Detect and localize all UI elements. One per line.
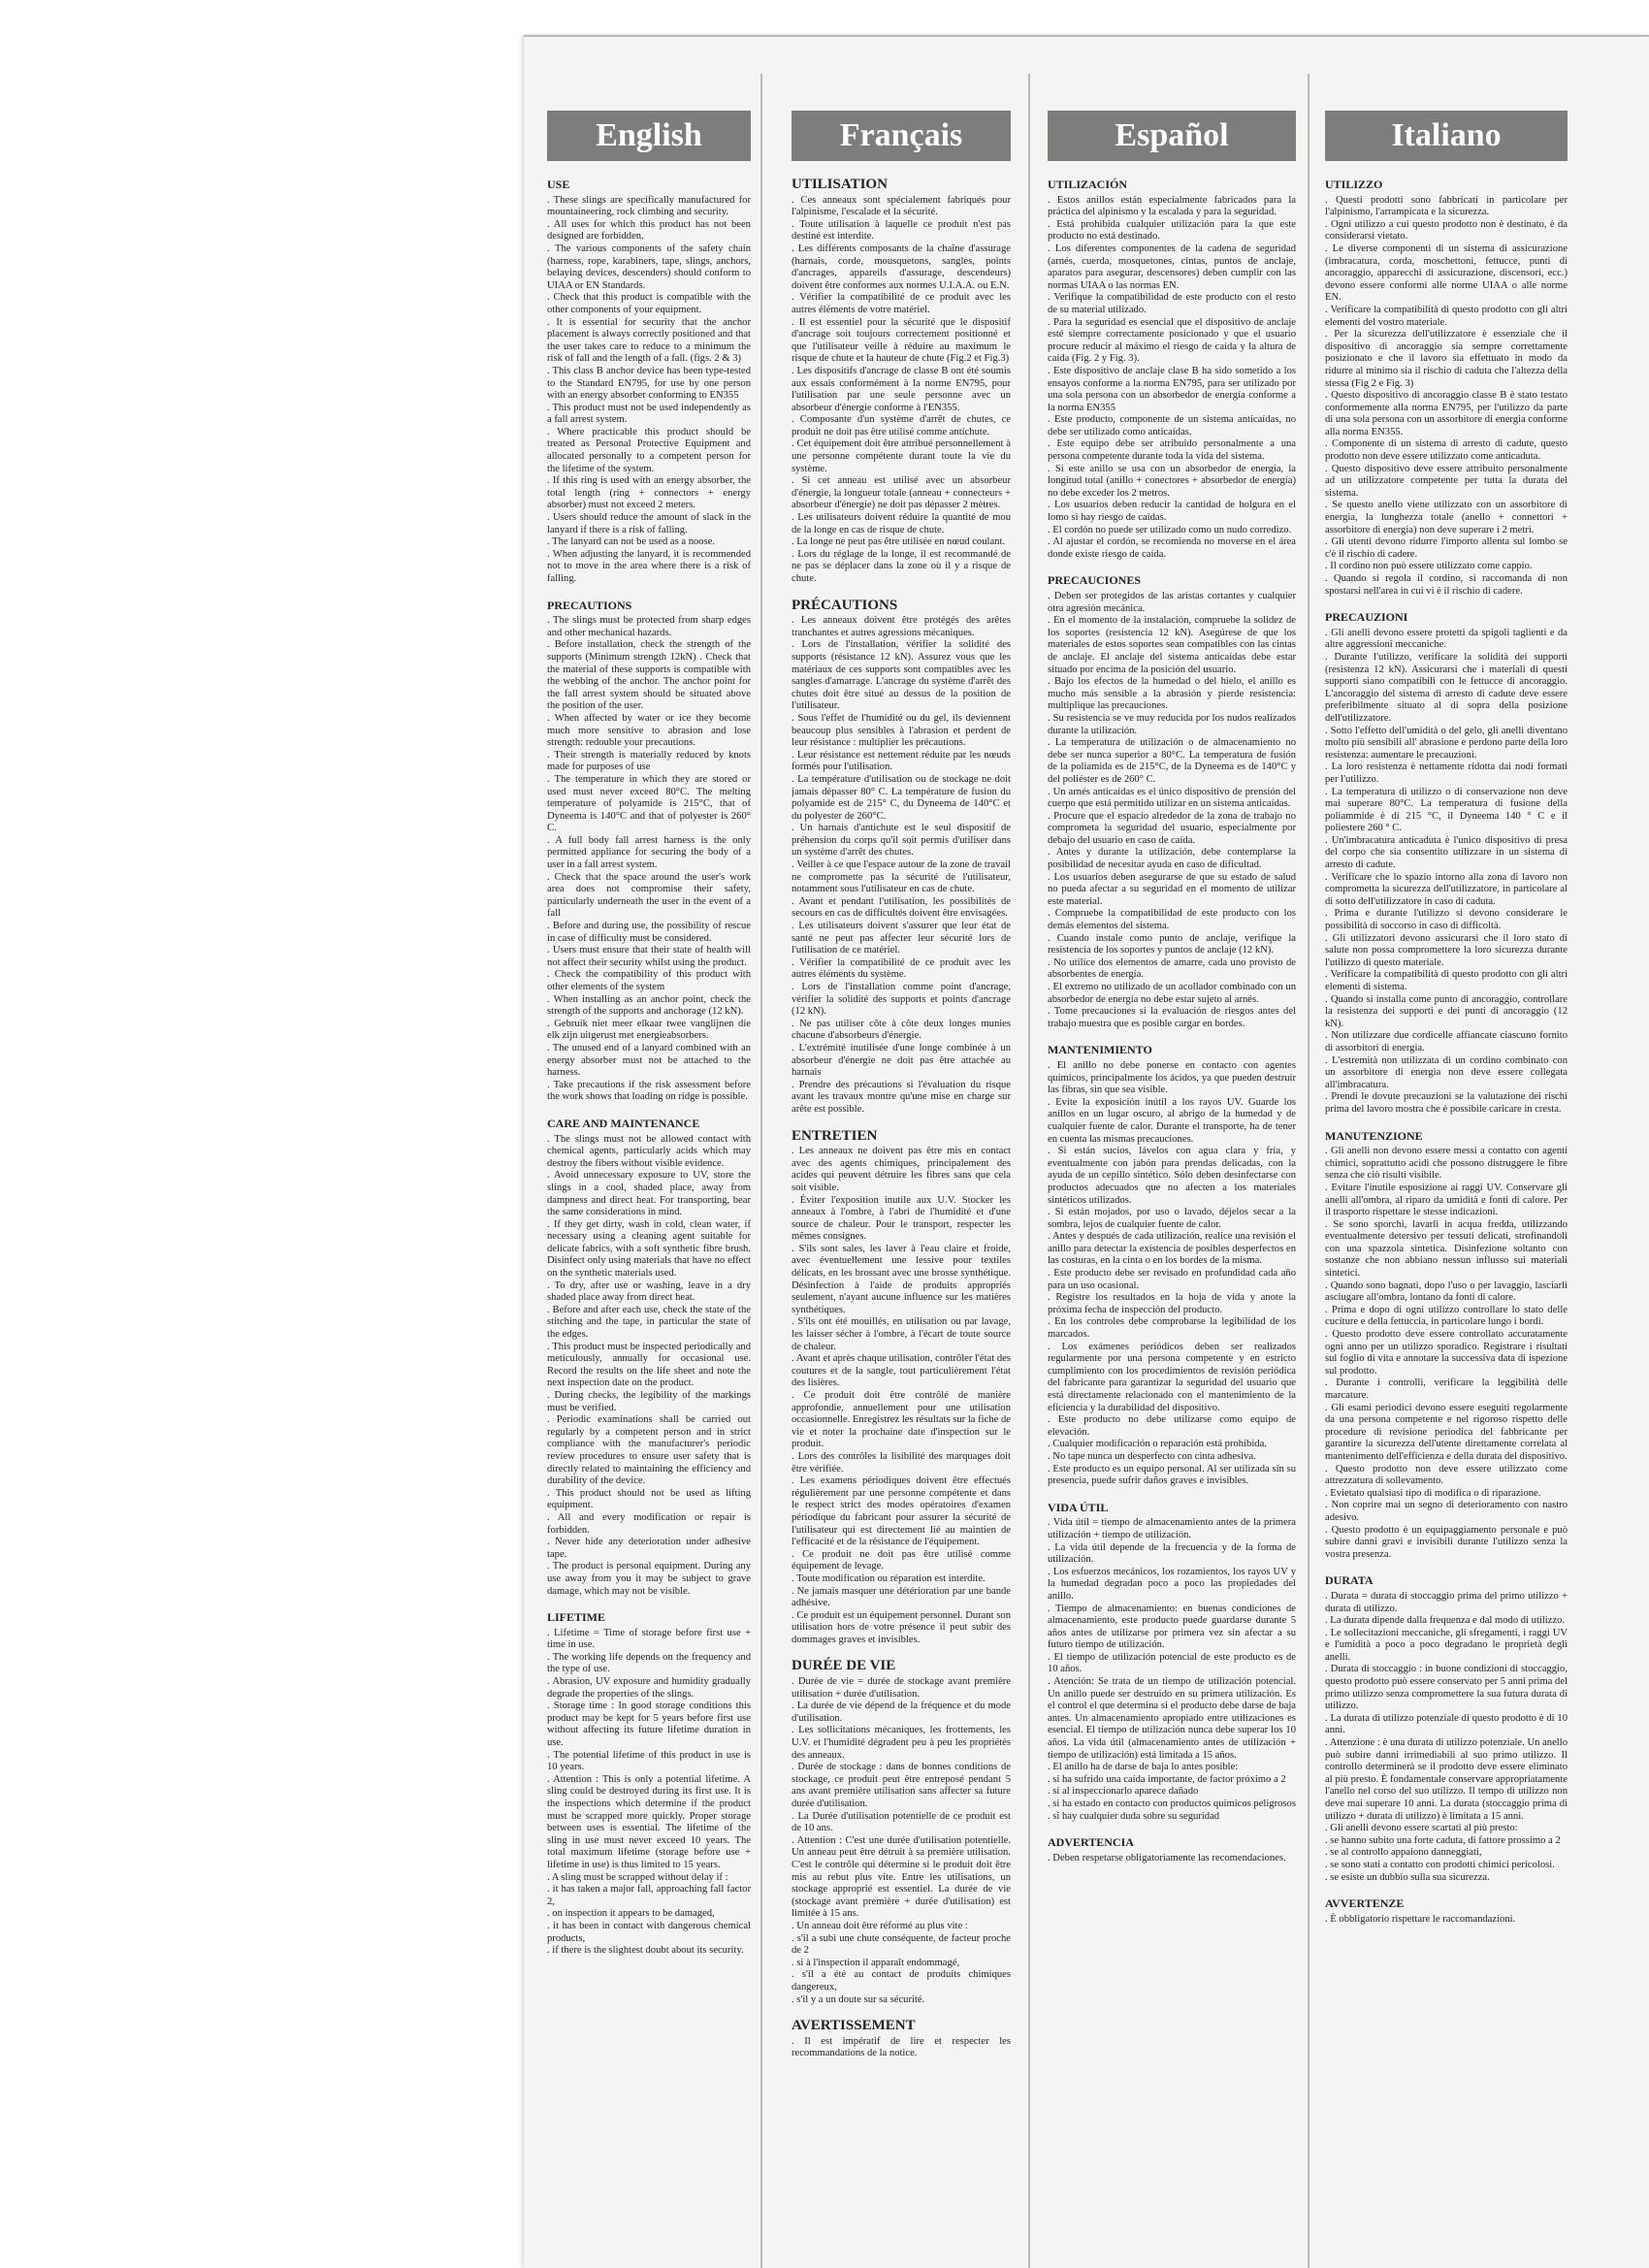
instruction-paragraph: . Los exámenes periódicos deben ser realizados regularmente por una persona competente y en estricto cumplimiento con los procedimientos de revisión periódica del fabricante para garantizar la seguridad del usuario que está directamente relacionado con el mantenimiento de la eficiencia y la durabilidad del dispositivo. bbox=[1048, 1342, 1296, 1415]
instruction-paragraph: . Su resistencia se ve muy reducida por los nudos realizados durante la utilización. bbox=[1048, 713, 1296, 737]
instruction-paragraph: . Un harnais d'antichute est le seul dispositif de préhension du corps qu'il soit permis d'utiliser dans un système d'arrêt des chutes. bbox=[792, 823, 1011, 859]
instruction-paragraph: . si al inspeccionarlo aparece dañado bbox=[1048, 1786, 1296, 1798]
instruction-paragraph: . Sous l'effet de l'humidité ou du gel, ils deviennent beaucoup plus sensibles à l'abrasion et perdent de leur résistance : multiplier les précautions. bbox=[792, 713, 1011, 750]
instruction-paragraph: . Prima e dopo di ogni utilizzo controllare lo stato delle cuciture e della fettuccia, in particolare lungo i bordi. bbox=[1325, 1305, 1568, 1329]
instruction-paragraph: . If this ring is used with an energy absorber, the total length (ring + connectors + energy absorber) must not exceed 2 meters. bbox=[547, 475, 751, 512]
instruction-paragraph: . The unused end of a lanyard combined with an energy absorber must not be attached to the harness. bbox=[547, 1043, 751, 1080]
instruction-paragraph: . Periodic examinations shall be carried out regularly by a competent person and in strict compliance with the manufacturer's periodic review procedures to ensure user safety that is directly related to maintaining the efficiency and durability of the device. bbox=[547, 1414, 751, 1488]
instruction-paragraph: . Attention : This is only a potential lifetime. A sling could be destroyed during its first use. It is the inspections which determine if the product must be scrapped more quickly. Proper storage between uses is essential. The lifetime of the sling in use must never exceed 10 years. The total maximum lifetime (storage before use + lifetime in use) is thus limited to 15 years. bbox=[547, 1774, 751, 1872]
instruction-paragraph: . Quando si installa come punto di ancoraggio, controllare la resistenza dei supporti e dei punti di ancoraggio (12 kN). bbox=[1325, 994, 1568, 1031]
instruction-paragraph: . Gebruik niet meer elkaar twee vanglijnen die elk zijn uitgerust met energieabsorbers. bbox=[547, 1019, 751, 1043]
instruction-paragraph: . This product must not be used independently as a fall arrest system. bbox=[547, 403, 751, 427]
instruction-paragraph: . Los diferentes componentes de la cadena de seguridad (arnés, cuerda, mosquetones, cintas, puntos de anclaje, aparatos para asegurar, descensores) deben cumplir con las normas UIAA o las normas EN. bbox=[1048, 243, 1296, 292]
instruction-paragraph: . Le diverse componenti di un sistema di assicurazione (imbracatura, corda, moschettoni, fettucce, punti di ancoraggio, apparecchi di assicurazione, discensori, ecc.) devono essere conformi alle norme UIAA o alle norme EN. bbox=[1325, 243, 1568, 305]
instruction-paragraph: . Este producto no debe utilizarse como equipo de elevación. bbox=[1048, 1414, 1296, 1439]
instruction-paragraph: . Este producto, componente de un sistema anticaídas, no debe ser utilizado como anticaídas. bbox=[1048, 414, 1296, 438]
instruction-paragraph: . Vérifier la compatibilité de ce produit avec les autres éléments du système. bbox=[792, 957, 1011, 982]
instruction-paragraph: . Los usuarios deben reducir la cantidad de holgura en el lomo si hay riesgo de caídas. bbox=[1048, 500, 1296, 524]
section-heading: PRECAUCIONES bbox=[1048, 573, 1142, 588]
instruction-paragraph: . El cordón no puede ser utilizado como un nudo corredizo. bbox=[1048, 525, 1296, 537]
instruction-paragraph: . Before installation, check the strength of the supports (Minimum strength 12kN) . Check that the material of these supports is compatible with the webbing of the anchor. The anchor point for the fall arrest system should be situated above the position of the user. bbox=[547, 639, 751, 713]
instruction-paragraph: . Gli esami periodici devono essere eseguiti regolarmente da una persona competente e nel rigoroso rispetto delle procedure di revisione periodica del fabbricante per garantire la sicurezza dell'utente direttamente correlata al mantenimento dell'efficienza e della durata del dispositivo. bbox=[1325, 1403, 1568, 1464]
instruction-paragraph: . Questo dispositivo di ancoraggio classe B è stato testato conformemente alla norma EN795, per l'utilizzo da parte di una sola persona con un assorbitore di energia conforme alla norma EN355. bbox=[1325, 390, 1568, 438]
instruction-paragraph: . L'estremità non utilizzata di un cordino combinato con un assorbitore di energia non deve essere collegata all'imbracatura. bbox=[1325, 1055, 1568, 1092]
instruction-paragraph: . The temperature in which they are stored or used must never exceed 80°C. The melting temperature of polyamide is 215°C, that of Dyneema is 140°C and that of polyester is 260° C. bbox=[547, 774, 751, 835]
instruction-paragraph: . Leur résistance est nettement réduite par les nœuds formés pour l'utilisation. bbox=[792, 750, 1011, 774]
instruction-paragraph: . Durata = durata di stoccaggio prima del primo utilizzo + durata di utilizzo. bbox=[1325, 1591, 1568, 1615]
instruction-paragraph: . Take precautions if the risk assessment before the work shows that loading on ridge is possible. bbox=[547, 1080, 751, 1104]
instruction-paragraph: . it has been in contact with dangerous chemical products, bbox=[547, 1921, 751, 1945]
instruction-paragraph: . Les anneaux doivent être protégés des arêtes tranchantes et autres agressions mécaniques. bbox=[792, 615, 1011, 639]
instruction-paragraph: . Check that this product is compatible with the other components of your equipment. bbox=[547, 292, 751, 316]
instruction-paragraph: . Il cordino non può essere utilizzato come cappio. bbox=[1325, 561, 1568, 573]
instruction-paragraph: . S'ils ont été mouillés, en utilisation ou par lavage, les laisser sécher à l'ombre, à l'écart de toute source de chaleur. bbox=[792, 1316, 1011, 1353]
instruction-paragraph: . Este dispositivo de anclaje clase B ha sido sometido a los ensayos conforme a la norma EN795, para ser utilizado por una sola persona con un absorbedor de energía conforme a la norma EN355 bbox=[1048, 366, 1296, 414]
spanish-column bbox=[1048, 111, 1296, 2268]
section-heading: ENTRETIEN bbox=[792, 1127, 878, 1144]
instruction-paragraph: . it has taken a major fall, approaching fall factor 2, bbox=[547, 1884, 751, 1908]
section-heading: VIDA ÚTIL bbox=[1048, 1500, 1109, 1514]
instruction-paragraph: . El anillo ha de darse de baja lo antes posible: bbox=[1048, 1762, 1296, 1774]
instruction-paragraph: . Los usuarios deben asegurarse de que su estado de salud no pueda afectar a su seguridad en el momento de utilizar este material. bbox=[1048, 872, 1296, 909]
instruction-paragraph: . Ces anneaux sont spécialement fabriqués pour l'alpinisme, l'escalade et la sécurité. bbox=[792, 195, 1011, 219]
instruction-paragraph: . Toute modification ou réparation est interdite. bbox=[792, 1573, 1011, 1586]
instruction-paragraph: . Si están mojados, por uso o lavado, déjelos secar a la sombra, lejos de cualquier fuente de calor. bbox=[1048, 1207, 1296, 1231]
instruction-paragraph: . Un arnés anticaídas es el único dispositivo de prensión del cuerpo que está permitido utilizar en un sistema anticaídas. bbox=[1048, 787, 1296, 811]
instruction-paragraph: . Attenzione : è una durata di utilizzo potenziale. Un anello può subire danni irrimediabili al suo primo utilizzo. Il controllo determinerà se il prodotto deve essere eliminato al più presto. È fondamentale conservare appropriatamente l'anello nel corso del suo utilizzo. Il tempo di utilizzo non deve mai superare 10 anni. La durata (stoccaggio prima di utilizzo + durata di utilizzo) è limitata a 15 anni. bbox=[1325, 1737, 1568, 1823]
scanned-leaflet bbox=[524, 35, 1649, 2268]
section-heading: PRÉCAUTIONS bbox=[792, 597, 898, 613]
instruction-paragraph: . Si este anillo se usa con un absorbedor de energía, la longitud total (anillo + conectores + absorbedor de energía) no debe exceder los 2 metros. bbox=[1048, 464, 1296, 501]
instruction-paragraph: . La durata dipende dalla frequenza e dal modo di utilizzo. bbox=[1325, 1615, 1568, 1628]
instruction-paragraph: . Este producto es un equipo personal. Al ser utilizada sin su presencia, puede sufrir daños graves e invisibles. bbox=[1048, 1464, 1296, 1488]
instruction-paragraph: . S'ils sont sales, les laver à l'eau claire et froide, avec éventuellement une lessive pour textiles délicats, en les brossant avec une brosse synthétique. Désinfection à l'aide de produits appropriés seulement, n'ayant aucune influence sur les matières synthétiques. bbox=[792, 1244, 1011, 1317]
section-heading: USE bbox=[547, 178, 570, 191]
instruction-paragraph: . When affected by water or ice they become much more sensitive to abrasion and lose strength: redouble your precautions. bbox=[547, 713, 751, 750]
instruction-paragraph: . Questi prodotti sono fabbricati in particolare per l'alpinismo, l'arrampicata e la sicurezza. bbox=[1325, 195, 1568, 219]
instruction-paragraph: . Quando si regola il cordino, si raccomanda di non spostarsi nell'area in cui vi è il rischio di cadere. bbox=[1325, 573, 1568, 598]
instruction-paragraph: . Never hide any deterioration under adhesive tape. bbox=[547, 1537, 751, 1561]
language-header: Italiano bbox=[1325, 111, 1568, 161]
instruction-paragraph: . Gli utenti devono ridurre l'importo allenta sul lombo se c'è il rischio di cadere. bbox=[1325, 536, 1568, 561]
instruction-paragraph: . Les différents composants de la chaîne d'assurage (harnais, corde, mousquetons, sangles, points d'ancrages, appareils d'assurage, descendeurs) doivent être conformes aux normes U.I.A.A. ou E.N. bbox=[792, 243, 1011, 292]
section-heading: UTILIZACIÓN bbox=[1048, 178, 1128, 191]
instruction-paragraph: . Prendre des précautions si l'évaluation du risque avant les travaux montre qu'une mise en charge sur arête est possible. bbox=[792, 1080, 1011, 1117]
instruction-paragraph: . La Durée d'utilisation potentielle de ce produit est de 10 ans. bbox=[792, 1811, 1011, 1835]
instruction-paragraph: . A full body fall arrest harness is the only permitted appliance for securing the body of a user in a fall arrest system. bbox=[547, 835, 751, 872]
instruction-paragraph: . The various components of the safety chain (harness, rope, karabiners, tape, slings, anchors, belaying devices, descenders) should conform to UIAA or EN Standards. bbox=[547, 243, 751, 292]
instruction-paragraph: . s'il a subi une chute conséquente, de facteur proche de 2 bbox=[792, 1933, 1011, 1958]
instruction-paragraph: . Éviter l'exposition inutile aux U.V. Stocker les anneaux à l'ombre, à l'abri de l'humidité et d'une source de chaleur. Pour le transport, respecter les mêmes consignes. bbox=[792, 1195, 1011, 1244]
instruction-paragraph: . Ce produit ne doit pas être utilisé comme équipement de levage. bbox=[792, 1549, 1011, 1573]
instruction-paragraph: . Se questo anello viene utilizzato con un assorbitore di energia, la lunghezza totale (anello + connettori + assorbitore di energia) non deve superare i 2 metri. bbox=[1325, 500, 1568, 536]
instruction-paragraph: . When installing as an anchor point, check the strength of the supports and anchorage (12 kN). bbox=[547, 994, 751, 1019]
instruction-paragraph: . Quando sono bagnati, dopo l'uso o per lavaggio, lasciarli asciugare all'ombra, lontano da fonti di calore. bbox=[1325, 1280, 1568, 1305]
instruction-paragraph: . La temperatura di utilizzo o di conservazione non deve mai superare 80°C. La temperatura di fusione della poliammide è di 215 °C, il Dyneema 140 ° C e il poliestere 260 ° C. bbox=[1325, 787, 1568, 835]
instruction-paragraph: . È obbligatorio rispettare le raccomandazioni. bbox=[1325, 1914, 1568, 1927]
instruction-paragraph: . Lors du réglage de la longe, il est recommandé de ne pas se déplacer dans la zone où il y a risque de chute. bbox=[792, 549, 1011, 586]
instruction-paragraph: . Está prohibida cualquier utilización para la que este producto no está destinado. bbox=[1048, 219, 1296, 243]
instruction-paragraph: . Before and after each use, check the state of the stitching and the tape, in particular the state of the edges. bbox=[547, 1305, 751, 1342]
section-heading: LIFETIME bbox=[547, 1610, 606, 1625]
instruction-paragraph: . Atención: Se trata de un tiempo de utilización potencial. Un anillo puede ser destruido en su primera utilización. Es el control el que determina si el producto debe darse de baja antes. Un almacenamiento apropiado entre utilizaciones es esencial. El tiempo de utilización nunca debe superar los 10 años. La vida útil (almacenamiento antes de utilización + tiempo de utilización) está limitada a 15 años. bbox=[1048, 1676, 1296, 1762]
instruction-paragraph: . La temperatura de utilización o de almacenamiento no debe ser nunca superior a 80°C. La temperatura de fusión de la poliamida es de 215°C, de la Dyneema es de 140°C y del poliéster es de 260° C. bbox=[1048, 737, 1296, 786]
italian-column bbox=[1325, 111, 1568, 2268]
instruction-paragraph: . El tiempo de utilización potencial de este producto es de 10 años. bbox=[1048, 1652, 1296, 1676]
instruction-paragraph: . Les anneaux ne doivent pas être mis en contact avec des agents chimiques, principalement des acides qui peuvent détruire les fibres sans que cela soit visible. bbox=[792, 1146, 1011, 1194]
instruction-paragraph: . Cualquier modificación o reparación está prohibida. bbox=[1048, 1439, 1296, 1451]
instruction-paragraph: . Un'imbracatura anticaduta è l'unico dispositivo di presa del corpo che sia consentito utilizzare in un sistema di arresto di cadute. bbox=[1325, 835, 1568, 872]
instruction-paragraph: . Questo prodotto non deve essere utilizzato come attrezzatura di sollevamento. bbox=[1325, 1464, 1568, 1488]
instruction-paragraph: . Durante i controlli, verificare la leggibilità delle marcature. bbox=[1325, 1377, 1568, 1402]
section-heading: DURÉE DE VIE bbox=[792, 1658, 896, 1674]
instruction-paragraph: . Si cet anneau est utilisé avec un absorbeur d'énergie, la longueur totale (anneau + connecteurs + absorbeur d'énergie) ne doit pas dépasser 2 mètres. bbox=[792, 475, 1011, 512]
instruction-paragraph: . Tiempo de almacenamiento: en buenas condiciones de almacenamiento, este producto puede guardarse durante 5 años antes de utilizarse por primera vez sin afectar a su futuro tiempo de utilización. bbox=[1048, 1604, 1296, 1652]
instruction-paragraph: . si ha sufrido una caída importante, de factor próximo a 2 bbox=[1048, 1774, 1296, 1787]
instruction-paragraph: . Verificare che lo spazio intorno alla zona di lavoro non comprometta la sicurezza dell'utilizzatore, in particolare al di sotto dell'utilizzatore in caso di caduta. bbox=[1325, 872, 1568, 909]
instruction-paragraph: . Vida útil = tiempo de almacenamiento antes de la primera utilización + tiempo de utilización. bbox=[1048, 1517, 1296, 1541]
instruction-paragraph: . Durata di stoccaggio : in buone condizioni di stoccaggio, questo prodotto può essere conservato per 5 anni prima del primo utilizzo senza compromettere la sua futura durata di utilizzo. bbox=[1325, 1664, 1568, 1712]
section-heading: DURATA bbox=[1325, 1573, 1374, 1588]
instruction-paragraph: . La vida útil depende de la frecuencia y de la forma de utilización. bbox=[1048, 1542, 1296, 1567]
instruction-paragraph: . se hanno subito una forte caduta, di fattore prossimo a 2 bbox=[1325, 1835, 1568, 1848]
section-heading: UTILIZZO bbox=[1325, 178, 1383, 191]
instruction-paragraph: . se esiste un dubbio sulla sua sicurezza. bbox=[1325, 1872, 1568, 1885]
instruction-paragraph: . Abrasion, UV exposure and humidity gradually degrade the properties of the slings. bbox=[547, 1676, 751, 1701]
instruction-paragraph: . Cet équipement doit être attribué personnellement à une personne compétente durant toute la vie du système. bbox=[792, 438, 1011, 475]
instruction-paragraph: . This product should not be used as lifting equipment. bbox=[547, 1488, 751, 1512]
instruction-paragraph: . La loro resistenza è nettamente ridotta dai nodi formati per l'utilizzo. bbox=[1325, 761, 1568, 786]
instruction-paragraph: . Lors de l'installation comme point d'ancrage, vérifier la solidité des supports et points d'ancrage (12 kN). bbox=[792, 982, 1011, 1019]
instruction-paragraph: . Non coprire mai un segno di deterioramento con nastro adesivo. bbox=[1325, 1500, 1568, 1524]
instruction-paragraph: . This product must be inspected periodically and meticulously, annually for occasional use. Record the results on the life sheet and note the next inspection date on the product. bbox=[547, 1342, 751, 1390]
instruction-paragraph: . Storage time : In good storage conditions this product may be kept for 5 years before first use without affecting its future lifetime duration in use. bbox=[547, 1701, 751, 1749]
instruction-paragraph: . Ce produit doit être contrôlé de manière approfondie, annuellement pour une utilisation occasionnelle. Enregistrez les résultats sur la fiche de vie et noter la prochaine date d'inspection sur le produit. bbox=[792, 1390, 1011, 1451]
instruction-paragraph: . The lanyard can not be used as a noose. bbox=[547, 536, 751, 549]
french-column bbox=[792, 111, 1011, 2268]
instruction-paragraph: . si ha estado en contacto con productos químicos peligrosos bbox=[1048, 1798, 1296, 1811]
instruction-paragraph: . No tape nunca un desperfecto con cinta adhesiva. bbox=[1048, 1451, 1296, 1464]
instruction-paragraph: . The slings must be protected from sharp edges and other mechanical hazards. bbox=[547, 615, 751, 639]
instruction-paragraph: . Cuando instale como punto de anclaje, verifique la resistencia de los soportes y puntos de anclaje (12 kN). bbox=[1048, 933, 1296, 957]
fold-line bbox=[760, 74, 762, 2268]
instruction-paragraph: . Bajo los efectos de la humedad o del hielo, el anillo es mucho más sensible a la abrasión y pierde resistencia: multiplique las precauciones. bbox=[1048, 676, 1296, 713]
instruction-paragraph: . si à l'inspection il apparaît endommagé, bbox=[792, 1958, 1011, 1970]
instruction-paragraph: . Ogni utilizzo a cui questo prodotto non è destinato, è da considerarsi vietato. bbox=[1325, 219, 1568, 243]
instruction-paragraph: . Questo prodotto è un equipaggiamento personale e può subire danni gravi e invisibili durante l'utilizzo senza la vostra presenza. bbox=[1325, 1525, 1568, 1562]
instruction-paragraph: . Sotto l'effetto dell'umidità o del gelo, gli anelli diventano molto più sensibili all' abrasione e perdono parte della loro resistenza: aumentare le precauzioni. bbox=[1325, 726, 1568, 762]
instruction-paragraph: . Il est impératif de lire et respecter les recommandations de la notice. bbox=[792, 2036, 1011, 2060]
fold-line bbox=[1308, 74, 1310, 2268]
instruction-paragraph: . En el momento de la instalación, compruebe la solidez de los soportes (resistencia 12 kN). Asegúrese de que los materiales de estos soportes sean compatibles con las cintas de anclaje. El anclaje del sistema anticaídas debe estar situado por encima de la posición del usuario. bbox=[1048, 615, 1296, 676]
instruction-paragraph: . Veiller à ce que l'espace autour de la zone de travail ne compromette pas la sécurité de l'utilisateur, notamment sous l'utilisateur en cas de chute. bbox=[792, 859, 1011, 896]
instruction-paragraph: . During checks, the legibility of the markings must be verified. bbox=[547, 1390, 751, 1414]
instruction-paragraph: . En los controles debe comprobarse la legibilidad de los marcados. bbox=[1048, 1316, 1296, 1341]
instruction-paragraph: . El extremo no utilizado de un acollador combinado con un absorbedor de energía no debe estar sujeto al arnés. bbox=[1048, 982, 1296, 1006]
language-header: Español bbox=[1048, 111, 1296, 161]
instruction-paragraph: . La durata di utilizzo potenziale di questo prodotto è di 10 anni. bbox=[1325, 1713, 1568, 1737]
instruction-paragraph: . Al ajustar el cordón, se recomienda no moverse en el área donde existe riesgo de caída. bbox=[1048, 536, 1296, 561]
instruction-paragraph: . if there is the slightest doubt about its security. bbox=[547, 1945, 751, 1958]
instruction-paragraph: . Lors des contrôles la lisibilité des marquages doit être vérifiée. bbox=[792, 1451, 1011, 1475]
instruction-paragraph: . If they get dirty, wash in cold, clean water, if necessary using a cleaning agent suitable for delicate fabrics, with a soft synthetic fibre brush. Disinfect only using materials that have no effect on the synthetic materials used. bbox=[547, 1219, 751, 1280]
instruction-paragraph: . Registre los resultados en la hoja de vida y anote la próxima fecha de inspección del producto. bbox=[1048, 1292, 1296, 1316]
instruction-paragraph: . se al controllo appaiono danneggiati, bbox=[1325, 1847, 1568, 1860]
instruction-paragraph: . The product is personal equipment. During any use away from you it may be subject to grave damage, which may not be visible. bbox=[547, 1561, 751, 1598]
section-heading: PRECAUZIONI bbox=[1325, 610, 1408, 625]
instruction-paragraph: . Les examens périodiques doivent être effectués régulièrement par une personne compétente et dans le respect strict des modes opératoires d'examen périodique du fabricant pour assurer la sécurité de l'utilisateur qui est directement lié au maintien de l'efficacité et de la résistance de l'équipement. bbox=[792, 1475, 1011, 1549]
instruction-paragraph: . Si están sucios, lávelos con agua clara y fría, y eventualmente con jabón para prendas delicadas, con la ayuda de un cepillo sintético. Sólo deben desinfectarse con productos adecuados que no afecten a los materiales sintéticos utilizados. bbox=[1048, 1146, 1296, 1207]
instruction-paragraph: . All and every modification or repair is forbidden. bbox=[547, 1512, 751, 1537]
instruction-paragraph: . Deben respetarse obligatoriamente las recomendaciones. bbox=[1048, 1853, 1296, 1865]
instruction-paragraph: . La température d'utilisation ou de stockage ne doit jamais dépasser 80° C. La température de fusion du polyamide est de 215° C, du Dyneema de 140°C et du polyester de 260°C. bbox=[792, 774, 1011, 823]
instruction-paragraph: . Evitare l'inutile esposizione ai raggi UV. Conservare gli anelli all'ombra, al riparo da umidità e fonti di calore. Per il trasporto rispettare le stesse indicazioni. bbox=[1325, 1183, 1568, 1219]
instruction-paragraph: . Les dispositifs d'ancrage de classe B ont été soumis aux essais conformément à la norme EN795, pour l'utilisation par une seule personne avec un absorbeur d'énergie conforme à l'EN355. bbox=[792, 366, 1011, 414]
instruction-paragraph: . Prima e durante l'utilizzo si devono considerare le possibilità di soccorso in caso di difficoltà. bbox=[1325, 908, 1568, 932]
instruction-paragraph: . A sling must be scrapped without delay if : bbox=[547, 1872, 751, 1885]
instruction-paragraph: . se sono stati a contatto con prodotti chimici pericolosi. bbox=[1325, 1860, 1568, 1872]
instruction-paragraph: . This class B anchor device has been type-tested to the Standard EN795, for use by one person with an energy absorber conforming to EN355 bbox=[547, 366, 751, 403]
section-heading: UTILISATION bbox=[792, 177, 888, 192]
instruction-paragraph: . The potential lifetime of this product in use is 10 years. bbox=[547, 1750, 751, 1774]
instruction-paragraph: . Durée de stockage : dans de bonnes conditions de stockage, ce produit peut être entreposé pendant 5 ans avant première utilisation sans affecter sa future durée d'utilisation. bbox=[792, 1762, 1011, 1810]
instruction-paragraph: . La durée de vie dépend de la fréquence et du mode d'utilisation. bbox=[792, 1701, 1011, 1725]
instruction-paragraph: . Les sollicitations mécaniques, les frottements, les U.V. et l'humidité dégradent peu à peu les propriétés des anneaux. bbox=[792, 1725, 1011, 1762]
section-heading: MANUTENZIONE bbox=[1325, 1128, 1423, 1143]
instruction-paragraph: . The slings must not be allowed contact with chemical agents, particularly acids which may destroy the fibers without visible evidence. bbox=[547, 1134, 751, 1171]
instruction-paragraph: . Avoid unnecessary exposure to UV, store the slings in a cool, shaded place, away from dampness and direct heat. For transporting, bear the same considerations in mind. bbox=[547, 1170, 751, 1218]
instruction-paragraph: . Check that the space around the user's work area does not compromise their safety, particularly underneath the user in the event of a fall bbox=[547, 872, 751, 921]
top-fold-line bbox=[524, 35, 1649, 37]
language-header: English bbox=[547, 111, 751, 161]
instruction-paragraph: . Questo dispositivo deve essere attribuito personalmente ad un utilizzatore competente per tutta la durata del sistema. bbox=[1325, 464, 1568, 501]
instruction-paragraph: . Avant et après chaque utilisation, contrôler l'état des coutures et de la sangle, tout particulièrement l'état des lisières. bbox=[792, 1353, 1011, 1390]
instruction-paragraph: . La longe ne peut pas être utilisée en nœud coulant. bbox=[792, 536, 1011, 549]
instruction-paragraph: . Where practicable this product should be treated as Personal Protective Equipment and allocated personally to a competent person for the lifetime of the system. bbox=[547, 427, 751, 475]
instruction-paragraph: . Toute utilisation à laquelle ce produit n'est pas destiné est interdite. bbox=[792, 219, 1011, 243]
section-heading: ADVERTENCIA bbox=[1048, 1835, 1134, 1850]
section-heading: AVERTISSEMENT bbox=[792, 2018, 916, 2034]
instruction-paragraph: . Attention : C'est une durée d'utilisation potentielle. Un anneau peut être détruit à sa première utilisation. C'est le contrôle qui détermine si le produit doit être mis au rebut plus vite. Entre les utilisations, un stockage approprié est essentiel. La durée de vie (stockage avant première + durée d'utilisation) est limitée à 15 ans. bbox=[792, 1835, 1011, 1921]
instruction-paragraph: . Check the compatibility of this product with other elements of the system bbox=[547, 969, 751, 993]
section-heading: PRECAUTIONS bbox=[547, 598, 632, 612]
instruction-paragraph: . Les utilisateurs doivent réduire la quantité de mou de la longe en cas de risque de chute. bbox=[792, 512, 1011, 536]
instruction-paragraph: . Verificare la compatibilità di questo prodotto con gli altri elementi del vostro materiale. bbox=[1325, 305, 1568, 329]
instruction-paragraph: . All uses for which this product has not been designed are forbidden. bbox=[547, 219, 751, 243]
instruction-paragraph: . Deben ser protegidos de las aristas cortantes y cualquier otra agresión mecánica. bbox=[1048, 591, 1296, 615]
instruction-paragraph: . Antes y después de cada utilización, realice una revisión el anillo para detectar la existencia de posibles desperfectos en las costuras, en la cinta o en los bordes de la misma. bbox=[1048, 1231, 1296, 1268]
instruction-paragraph: . Componente di un sistema di arresto di cadute, questo prodotto non deve essere utilizzato come anticaduta. bbox=[1325, 438, 1568, 463]
instruction-paragraph: . Antes y durante la utilización, debe contemplarse la posibilidad de necesitar ayuda en caso de dificultad. bbox=[1048, 847, 1296, 871]
instruction-paragraph: . Users must ensure that their state of health will not affect their security whilst using the product. bbox=[547, 945, 751, 969]
instruction-paragraph: . Per la sicurezza dell'utilizzatore è essenziale che il dispositivo di ancoraggio sia sempre correttamente posizionato e che il lavoro sia effettuato in modo da ridurre al minimo sia il rischio di caduta che l'altezza della stessa (Fig 2 e Fig. 3) bbox=[1325, 329, 1568, 390]
instruction-paragraph: . Se sono sporchi, lavarli in acqua fredda, utilizzando eventualmente detersivo per tessuti delicati, strofinandoli con una spazzola sintetica. Disinfezione soltanto con sostanze che non abbiano nessun influsso sui materiali sintetici. bbox=[1325, 1219, 1568, 1280]
instruction-paragraph: . s'il y a un doute sur sa sécurité. bbox=[792, 1994, 1011, 2007]
section-heading: CARE AND MAINTENANCE bbox=[547, 1116, 700, 1130]
instruction-paragraph: . It is essential for security that the anchor placement is always correctly positioned and that the user takes care to reduce to a minimum the risk of fall and the length of a fall. (figs. 2 & 3) bbox=[547, 317, 751, 366]
instruction-paragraph: . Estos anillos están especialmente fabricados para la práctica del alpinismo y la escalada y para la seguridad. bbox=[1048, 195, 1296, 219]
instruction-paragraph: . Para la seguridad es esencial que el dispositivo de anclaje esté siempre correctamente posicionado y que el usuario procure reducir al máximo el riesgo de caída y la altura de caída (Fig. 2 y Fig. 3). bbox=[1048, 317, 1296, 366]
instruction-paragraph: . Un anneau doit être réformé au plus vite : bbox=[792, 1921, 1011, 1933]
instruction-paragraph: . Ne pas utiliser côte à côte deux longes munies chacune d'absorbeurs d'énergie. bbox=[792, 1019, 1011, 1043]
instruction-paragraph: . Los esfuerzos mecánicos, los rozamientos, los rayos UV y la humedad degradan poco a poco las propiedades del anillo. bbox=[1048, 1567, 1296, 1604]
instruction-paragraph: . Composante d'un système d'arrêt de chutes, ce produit ne doit pas être utilisé comme antichute. bbox=[792, 414, 1011, 438]
instruction-paragraph: . Vérifier la compatibilité de ce produit avec les autres éléments de votre matériel. bbox=[792, 292, 1011, 316]
instruction-paragraph: . Durante l'utilizzo, verificare la solidità dei supporti (resistenza 12 kN). Assicurarsi che i materiali di questi supporti siano compatibili con le fettucce di ancoraggio. L'ancoraggio del sistema di arresto di cadute deve essere preferibilmente situato al di sopra della posizione dell'utilizzatore. bbox=[1325, 652, 1568, 726]
instruction-paragraph: . Tome precauciones si la evaluación de riesgos antes del trabajo muestra que es posible cargar en bordes. bbox=[1048, 1006, 1296, 1030]
instruction-paragraph: . Este equipo debe ser atribuido personalmente a una persona competente durante toda la vida del sistema. bbox=[1048, 438, 1296, 463]
instruction-paragraph: . Before and during use, the possibility of rescue in case of difficulty must be considered. bbox=[547, 921, 751, 945]
instruction-paragraph: . Ce produit est un équipement personnel. Durant son utilisation hors de votre présence il peut subir des dommages graves et invisibles. bbox=[792, 1610, 1011, 1647]
english-column bbox=[547, 111, 751, 2268]
instruction-paragraph: . Ne jamais masquer une détérioration par une bande adhésive. bbox=[792, 1586, 1011, 1610]
instruction-paragraph: . L'extrémité inutilisée d'une longe combinée à un absorbeur d'énergie ne doit pas être attachée au harnais bbox=[792, 1043, 1011, 1080]
instruction-paragraph: . Durée de vie = durée de stockage avant première utilisation + durée d'utilisation. bbox=[792, 1676, 1011, 1701]
instruction-paragraph: . Their strength is materially reduced by knots made for purposes of use bbox=[547, 750, 751, 774]
fold-line bbox=[1028, 74, 1030, 2268]
instruction-paragraph: . El anillo no debe ponerse en contacto con agentes químicos, principalmente los ácidos, ya que pueden destruir las fibras, sin que sea visible. bbox=[1048, 1060, 1296, 1097]
instruction-paragraph: . Gli anelli devono essere protetti da spigoli taglienti e da altre aggressioni meccaniche. bbox=[1325, 628, 1568, 652]
instruction-paragraph: . Avant et pendant l'utilisation, les possibilités de secours en cas de difficultés doivent être envisagées. bbox=[792, 896, 1011, 921]
instruction-paragraph: . To dry, after use or washing, leave in a dry shaded place away from direct heat. bbox=[547, 1280, 751, 1305]
language-header: Français bbox=[792, 111, 1011, 161]
section-heading: AVVERTENZE bbox=[1325, 1896, 1405, 1911]
instruction-paragraph: . Lifetime = Time of storage before first use + time in use. bbox=[547, 1628, 751, 1652]
section-heading: MANTENIMIENTO bbox=[1048, 1043, 1152, 1057]
instruction-paragraph: . Prendi le dovute precauzioni se la valutazione dei rischi prima del lavoro mostra che è possibile caricare in cresta. bbox=[1325, 1091, 1568, 1116]
instruction-paragraph: . No utilice dos elementos de amarre, cada uno provisto de absorbentes de energía. bbox=[1048, 957, 1296, 982]
instruction-paragraph: . Users should reduce the amount of slack in the lanyard if there is a risk of falling. bbox=[547, 512, 751, 536]
instruction-paragraph: . Non utilizzare due cordicelle affiancate ciascuno fornito di assorbitori di energia. bbox=[1325, 1030, 1568, 1054]
instruction-paragraph: . Il est essentiel pour la sécurité que le dispositif d'ancrage soit toujours correctement positionné et que l'utilisateur veille à réduire au maximum le risque de chute et la hauteur de chute (Fig.2 et Fig.3) bbox=[792, 317, 1011, 366]
instruction-paragraph: . si hay cualquier duda sobre su seguridad bbox=[1048, 1811, 1296, 1824]
instruction-paragraph: . Le sollecitazioni meccaniche, gli sfregamenti, i raggi UV e l'umidità a poco a poco degradano le proprietà degli anelli. bbox=[1325, 1628, 1568, 1665]
instruction-paragraph: . Lors de l'installation, vérifier la solidité des supports (résistance 12 kN). Assurez vous que les matériaux de ces supports sont compatibles avec les sangles d'amarrage. L'ancrage du système d'arrêt des chutes doit être situé au dessus de la position de l'utilisateur. bbox=[792, 639, 1011, 713]
instruction-paragraph: . Verificare la compatibilità di questo prodotto con gli altri elementi di sistema. bbox=[1325, 969, 1568, 993]
instruction-paragraph: . Procure que el espacio alrededor de la zona de trabajo no comprometa la seguridad del usuario, especialmente por debajo del usuario en caso de caída. bbox=[1048, 811, 1296, 848]
instruction-paragraph: . The working life depends on the frequency and the type of use. bbox=[547, 1652, 751, 1676]
instruction-paragraph: . Questo prodotto deve essere controllato accuratamente ogni anno per un utilizzo sporadico. Registrare i risultati sul foglio di vita e annotare la successiva data di ispezione sul prodotto. bbox=[1325, 1329, 1568, 1377]
instruction-paragraph: . Gli utilizzatori devono assicurarsi che il loro stato di salute non possa compromettere la loro sicurezza durante l'utilizzo di questo materiale. bbox=[1325, 933, 1568, 970]
instruction-paragraph: . Gli anelli non devono essere messi a contatto con agenti chimici, soprattutto acidi che possono distruggere le fibre senza che ciò risulti visibile. bbox=[1325, 1146, 1568, 1183]
instruction-paragraph: . on inspection it appears to be damaged, bbox=[547, 1908, 751, 1921]
instruction-paragraph: . Gli anelli devono essere scartati al più presto: bbox=[1325, 1823, 1568, 1835]
instruction-paragraph: . Evite la exposición inútil a los rayos UV. Guarde los anillos en un lugar oscuro, al abrigo de la humedad y de cualquier fuente de calor. Durante el transporte, ha de tener en cuenta las mismas precauciones. bbox=[1048, 1097, 1296, 1146]
instruction-paragraph: . Compruebe la compatibilidad de este producto con los demás elementos del sistema. bbox=[1048, 908, 1296, 932]
instruction-paragraph: . Evietato qualsiasi tipo di modifica o di riparazione. bbox=[1325, 1488, 1568, 1501]
instruction-paragraph: . Les utilisateurs doivent s'assurer que leur état de santé ne peut pas affecter leur sécurité lors de l'utilisation de ce matériel. bbox=[792, 921, 1011, 957]
instruction-paragraph: . s'il a été au contact de produits chimiques dangereux, bbox=[792, 1969, 1011, 1993]
instruction-paragraph: . Verifique la compatibilidad de este producto con el resto de su material utilizado. bbox=[1048, 292, 1296, 316]
instruction-paragraph: . When adjusting the lanyard, it is recommended not to move in the area where there is a risk of falling. bbox=[547, 549, 751, 586]
instruction-paragraph: . These slings are specifically manufactured for mountaineering, rock climbing and security. bbox=[547, 195, 751, 219]
instruction-paragraph: . Este producto debe ser revisado en profundidad cada año para un uso ocasional. bbox=[1048, 1268, 1296, 1292]
